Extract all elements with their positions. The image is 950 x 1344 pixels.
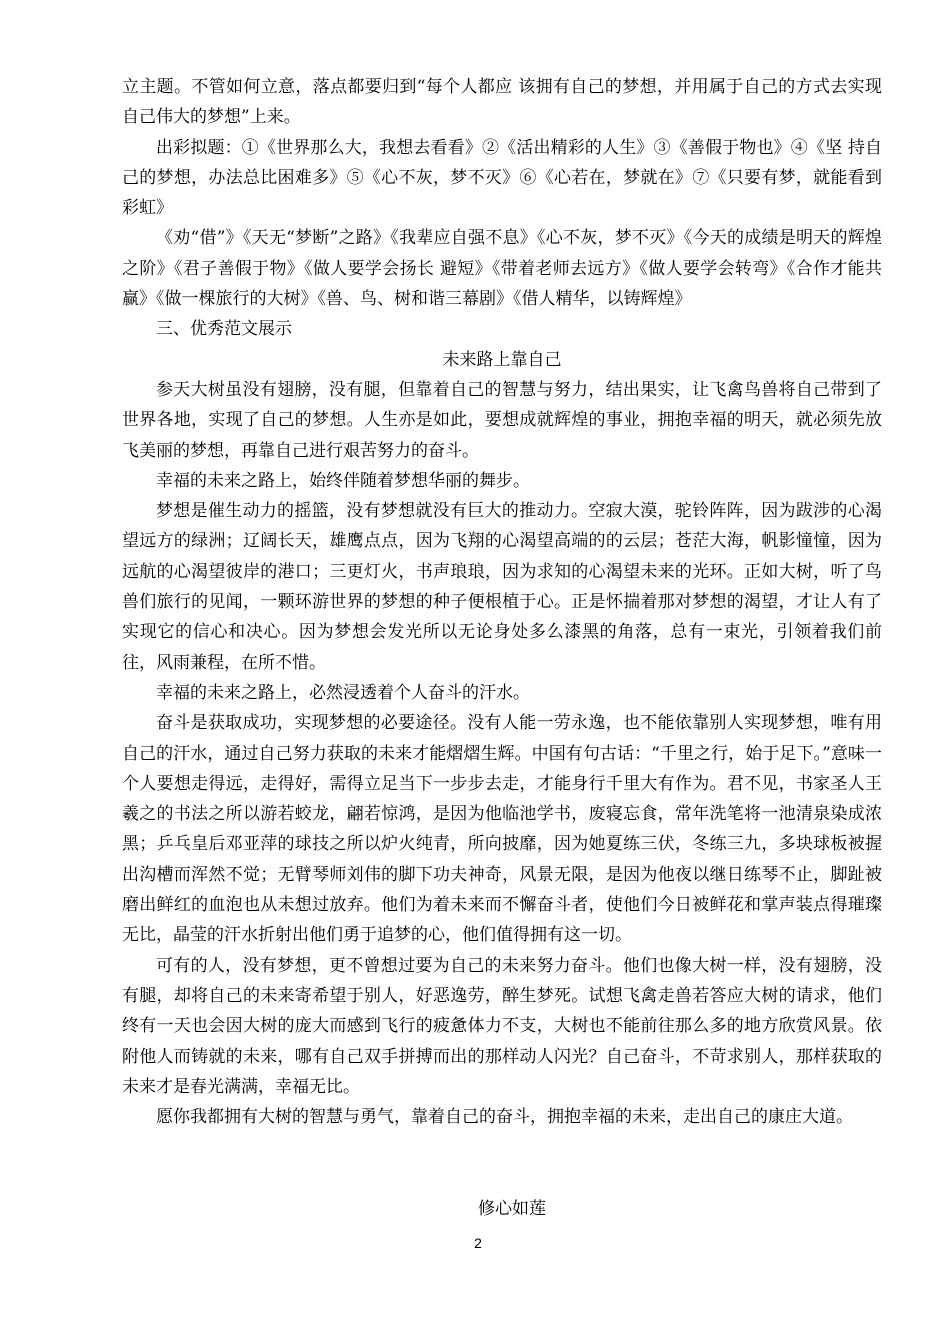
essay-paragraph: 愿你我都拥有大树的智慧与勇气，靠着自己的奋斗，拥抱幸福的未来，走出自己的康庄大道。 <box>156 1107 853 1128</box>
essay-title: 未来路上靠自己 <box>442 349 562 370</box>
essay-paragraph: 奋斗是获取成功，实现梦想的必要途径。没有人能一劳永逸，也不能依靠别人实现梦想，唯有用自己的汗水，通过自己努力获取的未来才能熠熠生辉。中国有句古话：“千里之行，始于足下。”意味一个人要想走得远，走得好，需得立足当下一步步去走，才能身行千里大有作为。君不见，书家圣人王羲之的书法之所以游若蛟龙，翩若惊鸿，是因为他临池学书，废寝忘食，常年洗笔将一池清泉染成浓黑；乒乓皇后邓亚萍的球技之所以炉火纯青，所向披靡，因为她夏练三伏，冬练三九，多块球板被握出沟槽而浑然不觉；无臂琴师刘伟的脚下功夫神奇，风景无限，是因为他夜以继日练琴不止，脚趾被磨出鲜红的血泡也从未想过放弃。他们为着未来而不懈奋斗者，使他们今日被鲜花和掌声装点得璀璨无比，晶莹的汗水折射出他们勇于追梦的心，他们值得拥有这一切。 <box>122 713 882 946</box>
essay-paragraph: 参天大树虽没有翅膀，没有腿，但靠着自己的智慧与努力，结出果实，让飞禽鸟兽将自己带到了世界各地，实现了自己的梦想。人生亦是如此，要想成就辉煌的事业，拥抱幸福的明天，就必须先放飞美丽的梦想，再靠自己进行艰苦努力的奋斗。 <box>122 379 882 461</box>
document-body <box>122 72 882 1225</box>
essay-paragraph: 幸福的未来之路上，必然浸透着个人奋斗的汗水。 <box>156 682 530 703</box>
essay-paragraph: 可有的人，没有梦想，更不曾想过要为自己的未来努力奋斗。他们也像大树一样，没有翅膀，没有腿，却将自己的未来寄希望于别人，好恶逸劳，醉生梦死。试想飞禽走兽若答应大树的请求，他们终有一天也会因大树的庞大而感到飞行的疲惫体力不支，大树也不能前往那么多的地方欣赏风景。依附他人而铸就的未来，哪有自己双手拼搏而出的那样动人闪光？自己奋斗，不苛求别人，那样获取的未来才是春光满满，幸福无比。 <box>122 955 882 1097</box>
paragraph-spacer <box>122 1132 882 1194</box>
intro-paragraph-continuation: 立主题。不管如何立意，落点都要归到“每个人都应 该拥有自己的梦想，并用属于自己的方式去实现自己伟大的梦想”上来。 <box>122 77 882 128</box>
essay-paragraph: 幸福的未来之路上，始终伴随着梦想华丽的舞步。 <box>156 470 530 491</box>
title-suggestions-paragraph: 出彩拟题：①《世界那么大，我想去看看》②《活出精彩的人生》③《善假于物也》④《坚 持自己的梦想，办法总比困难多》⑤《心不灰，梦不灭》⑥《心若在，梦就在》⑦《只要有梦，就能看到彩虹》 <box>122 137 882 219</box>
next-essay-title: 修心如莲 <box>478 1199 546 1220</box>
section-heading: 三、优秀范文展示 <box>156 319 292 340</box>
essay-paragraph: 梦想是催生动力的摇篮，没有梦想就没有巨大的推动力。空寂大漠，驼铃阵阵，因为跋涉的心渴望远方的绿洲；辽阔长天，雄鹰点点，因为飞翔的心渴望高端的的云层；苍茫大海，帆影憧憧，因为远航的心渴望彼岸的港口；三更灯火，书声琅琅，因为求知的心渴望未来的光环。正如大树，听了鸟兽们旅行的见闻，一颗环游世界的梦想的种子便根植于心。正是怀揣着那对梦想的渴望，才让人有了实现它的信心和决心。因为梦想会发光所以无论身处多么漆黑的角落，总有一束光，引领着我们前往，风雨兼程，在所不惜。 <box>122 501 882 673</box>
page-number: 2 <box>474 1235 482 1251</box>
title-list-paragraph: 《劝“借”》《天无“梦断”之路》《我辈应自强不息》《心不灰，梦不灭》《今天的成绩是明天的辉煌之阶》《君子善假于物》《做人要学会扬长 避短》《带着老师去远方》《做人要学会转弯》《合作才能共赢》《做一棵旅行的大树》《兽、鸟、树和谐三幕剧》《借人精华，以铸辉煌》 <box>122 228 882 310</box>
